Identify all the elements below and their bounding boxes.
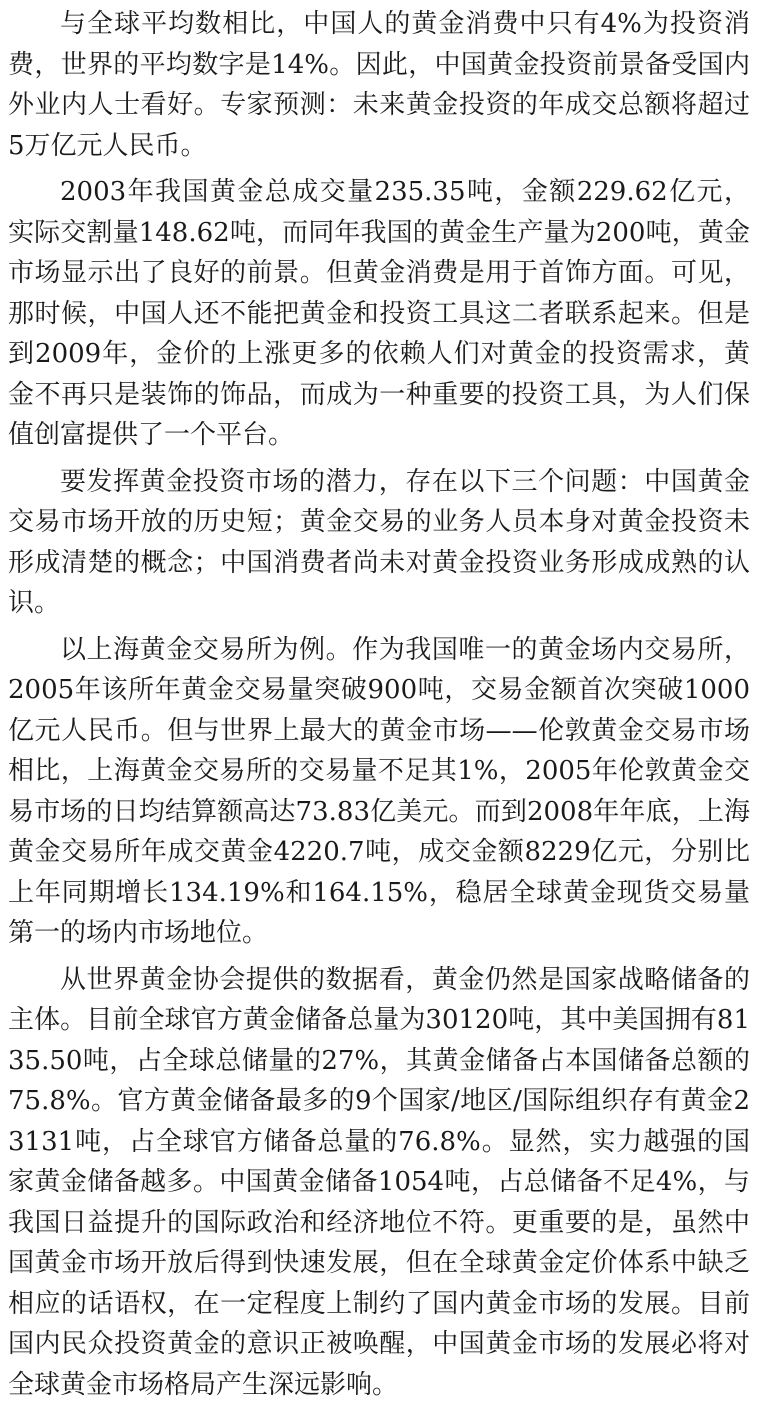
paragraph-market-problems: 要发挥黄金投资市场的潜力，存在以下三个问题：中国黄金交易市场开放的历史短；黄金交易的业务人员本身对黄金投资未形成清楚的概念；中国消费者尚未对黄金投资业务形成成熟的认识。 — [8, 462, 750, 624]
paragraph-gold-reserves: 从世界黄金协会提供的数据看，黄金仍然是国家战略储备的主体。目前全球官方黄金储备总量为30120吨，其中美国拥有8135.50吨，占全球总储量的27%，其黄金储备占本国储备总额的75.8%。官方黄金储备最多的9个国家/地区/国际组织存有黄金23131吨，占全球官方储备总量的76.8%。显然，实力越强的国家黄金储备越多。中国黄金储备1054吨，占总储备不足4%，与我国日益提升的国际政治和经济地位不符。更重要的是，虽然中国黄金市场开放后得到快速发展，但在全球黄金定价体系中缺乏相应的话语权，在一定程度上制约了国内黄金市场的发展。目前国内民众投资黄金的意识正被唤醒，中国黄金市场的发展必将对全球黄金市场格局产生深远影响。 — [8, 960, 750, 1405]
paragraph-2003-trading: 2003年我国黄金总成交量235.35吨，金额229.62亿元，实际交割量148.62吨，而同年我国的黄金生产量为200吨，黄金市场显示出了良好的前景。但黄金消费是用于首饰方面。可见，那时候，中国人还不能把黄金和投资工具这二者联系起来。但是到2009年，金价的上涨更多的依赖人们对黄金的投资需求，黄金不再只是装饰的饰品，而成为一种重要的投资工具，为人们保值创富提供了一个平台。 — [8, 172, 750, 456]
paragraph-shanghai-exchange: 以上海黄金交易所为例。作为我国唯一的黄金场内交易所，2005年该所年黄金交易量突破900吨，交易金额首次突破1000亿元人民币。但与世界上最大的黄金市场——伦敦黄金交易市场相比，上海黄金交易所的交易量不足其1%，2005年伦敦黄金交易市场的日均结算额高达73.83亿美元。而到2008年年底，上海黄金交易所年成交黄金4220.7吨，成交金额8229亿元，分别比上年同期增长134.19%和164.15%，稳居全球黄金现货交易量第一的场内市场地位。 — [8, 630, 750, 954]
paragraph-investment-share: 与全球平均数相比，中国人的黄金消费中只有4%为投资消费，世界的平均数字是14%。因此，中国黄金投资前景备受国内外业内人士看好。专家预测：未来黄金投资的年成交总额将超过5万亿元人民币。 — [8, 4, 750, 166]
